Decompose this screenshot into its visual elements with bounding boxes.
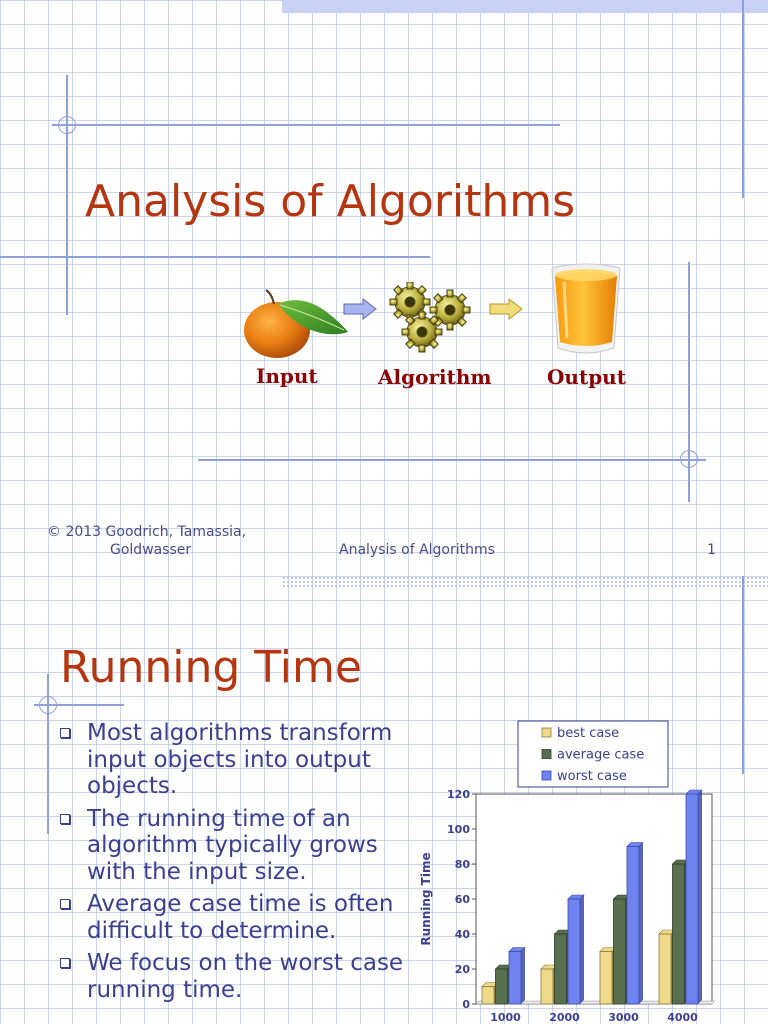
bar-worst-case: [686, 794, 698, 1004]
legend-swatch: [542, 750, 551, 759]
running-time-chart: [0, 576, 768, 1024]
horizontal-rule-top: [52, 124, 560, 126]
bar-side: [639, 843, 643, 1005]
bar-side: [521, 948, 525, 1005]
crosshair-circle-bottom: [680, 450, 698, 468]
bar-average-case: [555, 934, 567, 1004]
bar-worst-case: [568, 899, 580, 1004]
horizontal-rule-bottom: [198, 459, 706, 461]
footer-copyright-line1: © 2013 Goodrich, Tamassia,: [47, 524, 247, 540]
y-tick-label: 0: [462, 998, 470, 1011]
x-tick-label: 4000: [667, 1011, 698, 1024]
gears-icon: [388, 282, 474, 354]
bullet-text: Most algorithms transform input objects into output objects.: [87, 720, 393, 799]
bullet-text: The running time of an algorithm typically grows with the input size.: [87, 805, 378, 885]
y-tick-label: 100: [447, 823, 470, 836]
right-arrow-icon: [489, 298, 523, 320]
slide-title: Analysis of Algorithms: [85, 176, 576, 227]
bar-side: [580, 895, 584, 1004]
bar-worst-case: [627, 847, 639, 1005]
footer-center-title: Analysis of Algorithms: [339, 542, 495, 558]
juice-glass-icon: [550, 262, 622, 356]
footer-page-number: 1: [707, 542, 716, 558]
bar-best-case: [600, 952, 612, 1005]
bar-average-case: [614, 899, 626, 1004]
bar-best-case: [541, 969, 553, 1004]
algorithm-label: Algorithm: [378, 365, 492, 389]
output-label: Output: [547, 365, 626, 389]
bullet-text: We focus on the worst case running time.: [87, 950, 404, 1003]
y-axis-label: Running Time: [419, 852, 433, 946]
y-tick-label: 40: [454, 928, 470, 941]
slide-title: Running Time: [60, 642, 362, 693]
horizontal-rule-under-title: [0, 256, 430, 258]
bar-best-case: [482, 987, 494, 1005]
legend-swatch: [542, 728, 551, 737]
vertical-rule-edge: [742, 0, 744, 198]
bullet-text: Average case time is often difficult to determine.: [87, 891, 394, 944]
crosshair-circle-top: [58, 116, 76, 134]
top-accent-band: [282, 0, 768, 13]
input-label: Input: [256, 364, 318, 388]
bar-average-case: [673, 864, 685, 1004]
orange-fruit-icon: [240, 286, 350, 366]
legend-swatch: [542, 771, 551, 780]
right-arrow-icon: [343, 298, 377, 320]
bar-side: [698, 790, 702, 1004]
bar-best-case: [659, 934, 671, 1004]
y-tick-label: 80: [454, 858, 470, 871]
x-tick-label: 3000: [608, 1011, 639, 1024]
bar-average-case: [496, 969, 508, 1004]
bar-worst-case: [509, 952, 521, 1005]
vertical-rule-left: [66, 75, 68, 315]
x-tick-label: 1000: [490, 1011, 521, 1024]
slide-2: [0, 576, 768, 1024]
y-tick-label: 60: [454, 893, 470, 906]
legend-label: best case: [557, 726, 620, 741]
legend-label: worst case: [557, 769, 627, 784]
y-tick-label: 20: [454, 963, 470, 976]
x-tick-label: 2000: [549, 1011, 580, 1024]
legend-label: average case: [557, 747, 645, 763]
footer-copyright-line2: Goldwasser: [110, 542, 192, 558]
y-tick-label: 120: [447, 788, 470, 801]
